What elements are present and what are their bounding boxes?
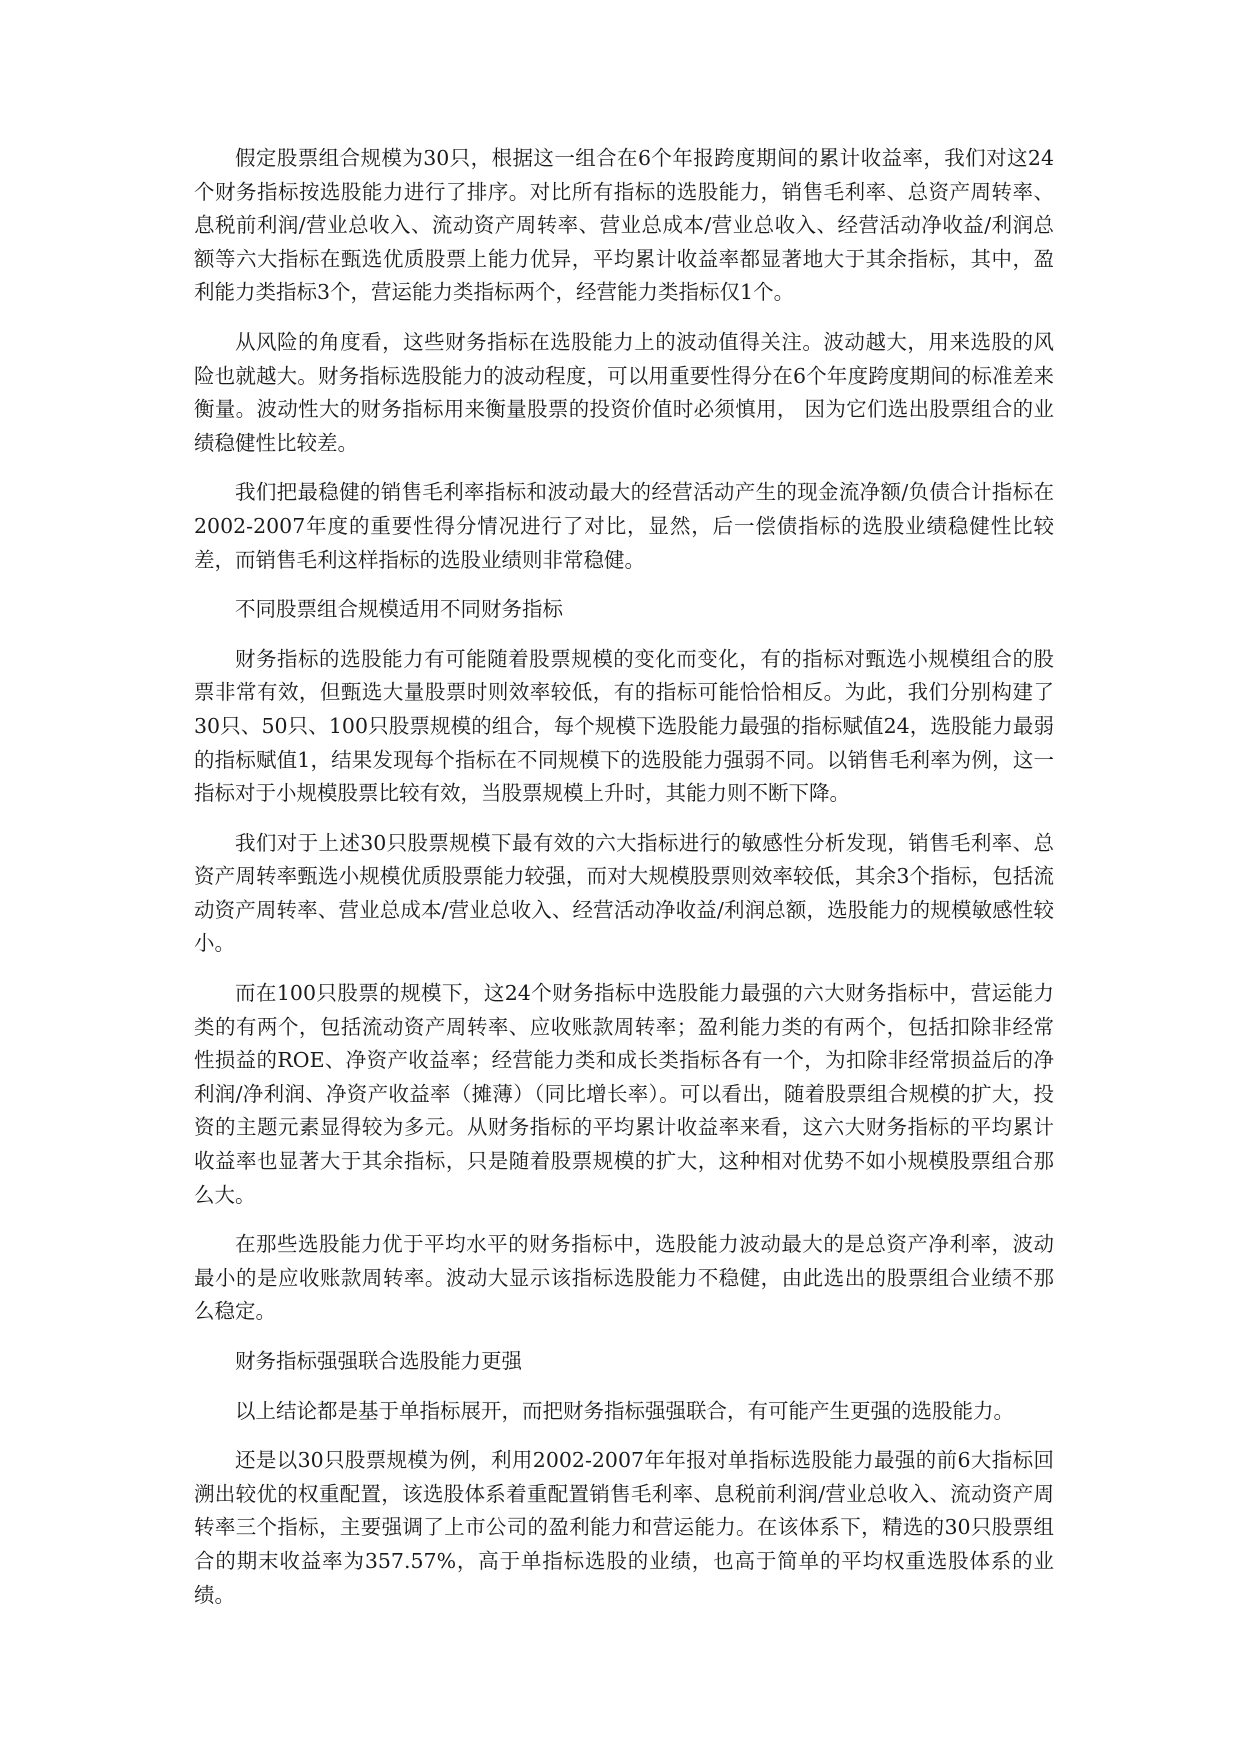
paragraph: 假定股票组合规模为30只，根据这一组合在6个年报跨度期间的累计收益率，我们对这24个财务指标按选股能力进行了排序。对比所有指标的选股能力，销售毛利率、总资产周转率、息税前利润/营业总收入、流动资产周转率、营业总成本/营业总收入、经营活动净收益/利润总额等六大指标在甄选优质股票上能力优异，平均累计收益率都显著地大于其余指标，其中，盈利能力类指标3个，营运能力类指标两个，经营能力类指标仅1个。 — [194, 146, 1054, 305]
paragraph: 而在100只股票的规模下，这24个财务指标中选股能力最强的六大财务指标中，营运能力类的有两个，包括流动资产周转率、应收账款周转率；盈利能力类的有两个，包括扣除非经常性损益的ROE、净资产收益率；经营能力类和成长类指标各有一个，为扣除非经常损益后的净利润/净利润、净资产收益率（摊薄）（同比增长率）。可以看出，随着股票组合规模的扩大，投资的主题元素显得较为多元。从财务指标的平均累计收益率来看，这六大财务指标的平均累计收益率也显著大于其余指标，只是随着股票规模的扩大，这种相对优势不如小规模股票组合那么大。 — [194, 981, 1054, 1207]
paragraph: 还是以30只股票规模为例，利用2002-2007年年报对单指标选股能力最强的前6大指标回溯出较优的权重配置，该选股体系着重配置销售毛利率、息税前利润/营业总收入、流动资产周转率三个指标，主要强调了上市公司的盈利能力和营运能力。在该体系下，精选的30只股票组合的期末收益率为357.57%，高于单指标选股的业绩，也高于简单的平均权重选股体系的业绩。 — [194, 1448, 1054, 1607]
section-heading: 不同股票组合规模适用不同财务指标 — [235, 597, 563, 622]
article-body — [194, 142, 1054, 1628]
paragraph: 我们把最稳健的销售毛利率指标和波动最大的经营活动产生的现金流净额/负债合计指标在2002-2007年度的重要性得分情况进行了对比，显然，后一偿债指标的选股业绩稳健性比较差，而销售毛利这样指标的选股业绩则非常稳健。 — [194, 480, 1054, 572]
paragraph: 在那些选股能力优于平均水平的财务指标中，选股能力波动最大的是总资产净利率，波动最小的是应收账款周转率。波动大显示该指标选股能力不稳健，由此选出的股票组合业绩不那么稳定。 — [194, 1232, 1054, 1324]
paragraph: 以上结论都是基于单指标展开，而把财务指标强强联合，有可能产生更强的选股能力。 — [235, 1398, 1014, 1423]
paragraph: 我们对于上述30只股票规模下最有效的六大指标进行的敏感性分析发现，销售毛利率、总资产周转率甄选小规模优质股票能力较强，而对大规模股票则效率较低，其余3个指标，包括流动资产周转率、营业总成本/营业总收入、经营活动净收益/利润总额，选股能力的规模敏感性较小。 — [194, 830, 1054, 956]
paragraph: 财务指标的选股能力有可能随着股票规模的变化而变化，有的指标对甄选小规模组合的股票非常有效，但甄选大量股票时则效率较低，有的指标可能恰恰相反。为此，我们分别构建了30只、50只、100只股票规模的组合，每个规模下选股能力最强的指标赋值24，选股能力最弱的指标赋值1，结果发现每个指标在不同规模下的选股能力强弱不同。以销售毛利率为例，这一指标对于小规模股票比较有效，当股票规模上升时，其能力则不断下降。 — [194, 646, 1054, 806]
paragraph: 从风险的角度看，这些财务指标在选股能力上的波动值得关注。波动越大，用来选股的风险也就越大。财务指标选股能力的波动程度，可以用重要性得分在6个年度跨度期间的标准差来衡量。波动性大的财务指标用来衡量股票的投资价值时必须慎用， 因为它们选出股票组合的业绩稳健性比较差。 — [194, 329, 1054, 455]
section-heading: 财务指标强强联合选股能力更强 — [235, 1349, 522, 1373]
